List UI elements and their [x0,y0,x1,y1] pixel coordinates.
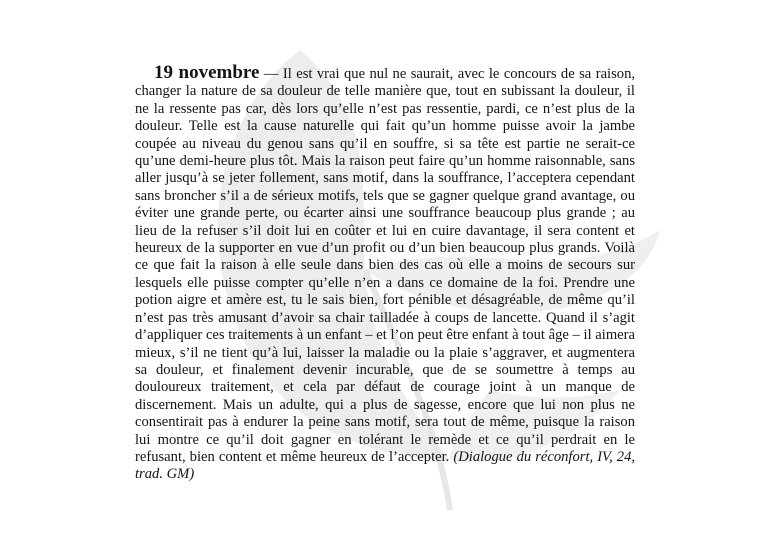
entry-date-heading: 19 novembre [154,62,260,83]
quote-paragraph [135,64,635,484]
entry-separator: — [259,66,283,82]
entry-citation: (Dialogue du réconfort, IV, 24, trad. GM) [135,448,636,483]
entry-body-text: Il est vrai que nul ne saurait, avec le concours de sa raison, changer la nature de sa douleur de telle manière que, tout en subissant la douleur, il ne la ressente pas car, dès lors qu’elle n’est pas ressentie, pardi, ce n’est plus de la douleur. Telle est la cause naturelle qui fait qu’un homme puisse avoir la jambe coupée au niveau du genou sans qu’il en souffre, si sa tête est partie ne serait-ce qu’une demi-heure plus tôt. Mais la raison peut faire qu’un homme raisonnable, sans aller jusqu’à se jeter follement, sans motif, dans la souffrance, l’acceptera cependant sans broncher s’il a de sérieux motifs, tels que se gagner quelque grand avantage, ou éviter une grande perte, ou écarter ainsi une souffrance beaucoup plus grande ; au lieu de la refuser s’il doit lui en coûter et lui en cuire davantage, il sera content et heureux de la supporter en vue d’un profit ou d’un bien beaucoup plus grands. Voilà ce que fait la raison à elle seule dans bien des cas où elle a moins de secours sur lesquels elle puisse compter qu’elle n’en a dans ce domaine de la foi. Prendre une potion aigre et amère est, tu le sais bien, fort pénible et désagréable, de même qu’il n’est pas très amusant d’avoir sa chair tailladée à coups de lancette. Quand il s’agit d’appliquer ces traitements à un enfant – et l’on peut être enfant à tout âge – il aimera mieux, s’il ne tient qu’à lui, laisser la maladie ou la plaie s’aggraver, et augmentera sa douleur, et finalement devenir incurable, que de se soumettre à temps au douloureux traitement, et cela par défaut de courage joint à un manque de discernement. Mais un adulte, qui a plus de sagesse, encore que lui non plus ne consentirait pas à endurer la peine sans motif, sera tout de même, puisque la raison lui montre ce qu’il doit gagner en tolérant le remède et ce qu’il perdrait en le refusant, bien content et même heureux de l’accepter. [135,66,636,465]
